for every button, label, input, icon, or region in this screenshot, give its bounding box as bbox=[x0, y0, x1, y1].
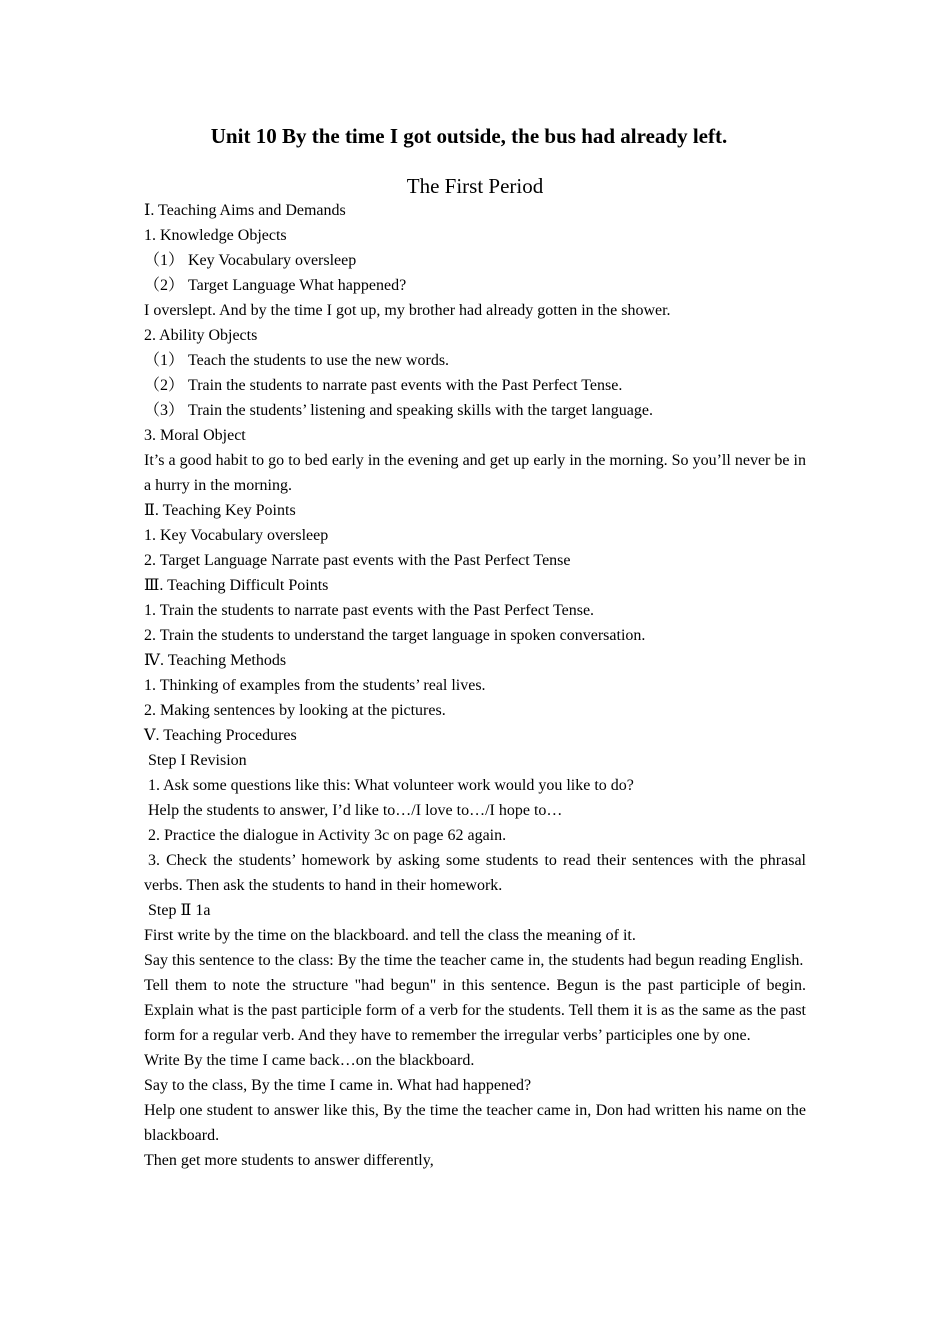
list-item: 2. Train the students to understand the target language in spoken conversation. bbox=[144, 627, 646, 644]
list-item: 2. Practice the dialogue in Activity 3c on page 62 again. bbox=[148, 827, 507, 844]
period-subtitle: The First Period bbox=[406, 174, 544, 198]
section-heading: Ⅲ. Teaching Difficult Points bbox=[144, 577, 329, 594]
paragraph: First write by the time on the blackboard. and tell the class the meaning of it. bbox=[144, 927, 636, 944]
list-item: 3. Check the students’ homework by asking some students to read their sentences with the phrasal verbs. Then ask the students to hand in their homework. bbox=[144, 852, 806, 894]
paragraph: Say to the class, By the time I came in. What had happened? bbox=[144, 1077, 532, 1094]
step-heading: Step Ⅱ 1a bbox=[148, 902, 211, 919]
list-item: （1） Teach the students to use the new words. bbox=[144, 352, 450, 369]
subsection-heading: 3. Moral Object bbox=[144, 427, 246, 444]
list-item: 2. Making sentences by looking at the pictures. bbox=[144, 702, 446, 719]
paragraph: Tell them to note the structure "had begun" in this sentence. Begun is the past participle of begin. Explain what is the past participle form of a verb for the students. Tell them it is as the same as the past form for a regular verb. And they have to remember the irregular verbs’ participles one by one. bbox=[144, 977, 806, 1044]
subsection-heading: 2. Ability Objects bbox=[144, 327, 258, 344]
list-item: （2） Target Language What happened? bbox=[144, 277, 407, 294]
paragraph: Say this sentence to the class: By the time the teacher came in, the students had begun reading English. bbox=[144, 952, 804, 969]
list-item: （1） Key Vocabulary oversleep bbox=[144, 252, 357, 269]
paragraph: I overslept. And by the time I got up, my brother had already gotten in the shower. bbox=[144, 302, 671, 319]
list-item: 1. Ask some questions like this: What volunteer work would you like to do? bbox=[148, 777, 634, 794]
paragraph: Help the students to answer, I’d like to…/I love to…/I hope to… bbox=[148, 802, 563, 819]
unit-title: Unit 10 By the time I got outside, the bus had already left. bbox=[210, 124, 728, 148]
subsection-heading: 1. Knowledge Objects bbox=[144, 227, 287, 244]
section-heading: Ⅱ. Teaching Key Points bbox=[144, 502, 296, 519]
paragraph: It’s a good habit to go to bed early in the evening and get up early in the morning. So you’ll never be in a hurry in the morning. bbox=[144, 452, 806, 494]
list-item: （2） Train the students to narrate past events with the Past Perfect Tense. bbox=[144, 377, 623, 394]
paragraph: Help one student to answer like this, By the time the teacher came in, Don had written his name on the blackboard. bbox=[144, 1102, 806, 1144]
step-heading: Step I Revision bbox=[148, 752, 247, 769]
document-body bbox=[144, 198, 806, 1173]
section-heading: Ⅳ. Teaching Methods bbox=[144, 652, 287, 669]
list-item: 2. Target Language Narrate past events with the Past Perfect Tense bbox=[144, 552, 571, 569]
paragraph: Then get more students to answer differently, bbox=[144, 1152, 434, 1169]
list-item: 1. Train the students to narrate past events with the Past Perfect Tense. bbox=[144, 602, 595, 619]
list-item: （3） Train the students’ listening and speaking skills with the target language. bbox=[144, 402, 653, 419]
paragraph: Write By the time I came back…on the blackboard. bbox=[144, 1052, 475, 1069]
section-heading: Ⅰ. Teaching Aims and Demands bbox=[144, 202, 346, 219]
list-item: 1. Thinking of examples from the students’ real lives. bbox=[144, 677, 486, 694]
list-item: 1. Key Vocabulary oversleep bbox=[144, 527, 329, 544]
section-heading: Ⅴ. Teaching Procedures bbox=[144, 727, 297, 744]
